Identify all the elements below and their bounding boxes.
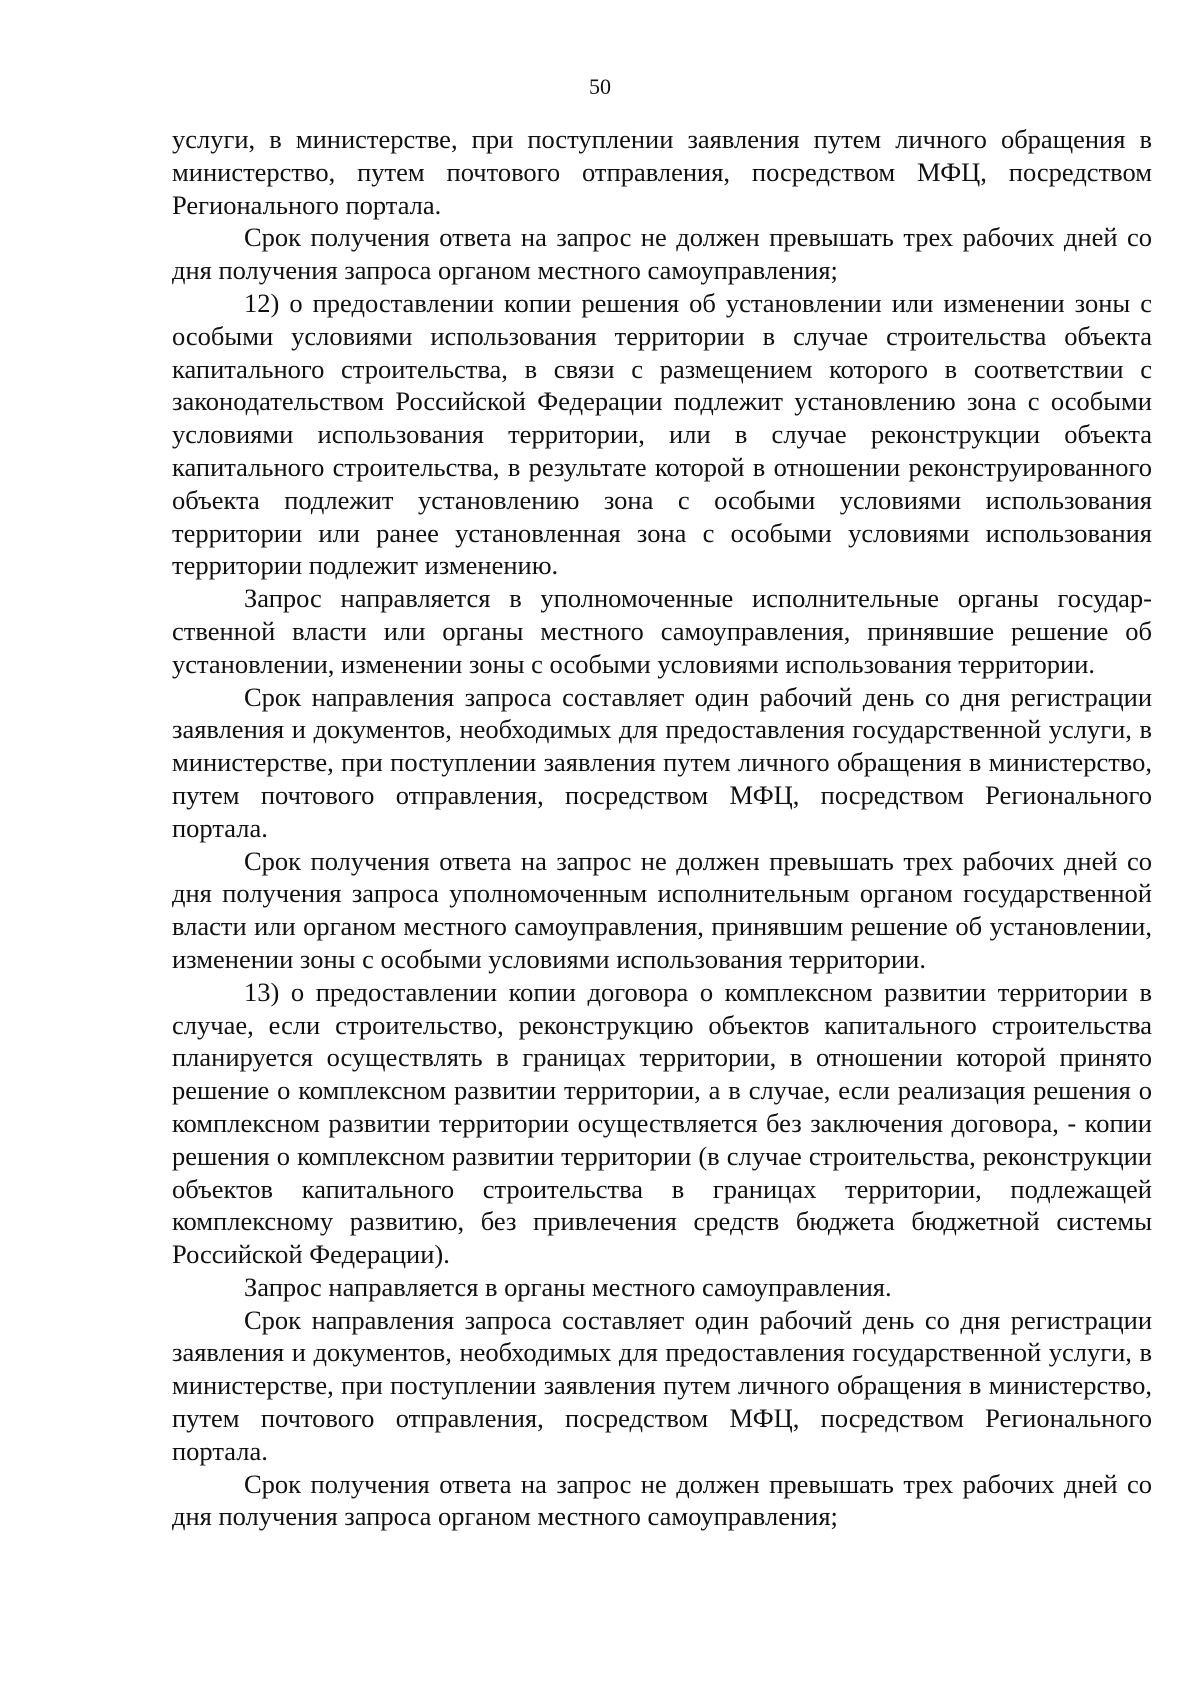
paragraph-continuation: услуги, в министерстве, при поступлении заявления путем личного обращения в министерство, путем почтового отправления, посредством МФЦ, посредством Регионального портала. xyxy=(172,124,1152,220)
paragraph: Срок направления запроса составляет один рабочий день со дня регистрации заявления и документов, необходимых для предоставления государственной услуги, в министерстве, при поступлении заявления путем личного обращения в министерство, путем почтового отправления, посредством МФЦ, посредством Регионального портала. xyxy=(172,681,1152,843)
paragraph-item-13: 13) о предоставлении копии договора о комплексном развитии территории в случае, если строительство, реконструкцию объектов капитального строительства планируется осуществлять в границах территории, в отношении которой принято решение о комплексном развитии территории, а в случае, если реализация решения о комплексном развитии территории осуществляется без заключения договора, - копии решения о комплексном развитии территории (в случае строительства, реконструкции объектов капитального строительства в границах территории, подлежащей комплексному развитию, без привлечения средств бюджета бюджетной системы Российской Федерации). xyxy=(172,976,1152,1270)
paragraph: Срок получения ответа на запрос не должен превышать трех рабочих дней со дня получения запроса органом местного самоуправления; xyxy=(172,222,1152,286)
paragraph: Срок направления запроса составляет один рабочий день со дня регистрации заявления и документов, необходимых для предоставления государственной услуги, в министерстве, при поступлении заявления путем личного обращения в министерство, путем почтового отправления, посредством МФЦ, посредством Регионального портала. xyxy=(172,1304,1152,1466)
paragraph: Срок получения ответа на запрос не должен превышать трех рабочих дней со дня получения запроса органом местного самоуправления; xyxy=(172,1468,1152,1532)
paragraph: Запрос направляется в органы местного самоуправления. xyxy=(244,1271,892,1302)
document-body xyxy=(172,123,1152,1533)
paragraph: Запрос направляется в уполномоченные исполнительные органы государственной власти или органы местного самоуправления, принявшие решение об установлении, изменении зоны с особыми условиями использования территории. xyxy=(172,583,1152,679)
paragraph: Срок получения ответа на запрос не должен превышать трех рабочих дней со дня получения запроса уполномоченным исполнительным органом государственной власти или органом местного самоуправления, принявшим решение об установлении, изменении зоны с особыми условиями использования территории. xyxy=(172,845,1152,974)
page-number: 50 xyxy=(589,74,611,99)
paragraph-item-12: 12) о предоставлении копии решения об установлении или изменении зоны с особыми условиями использования территории в случае строительства объекта капитального строительства, в связи с размещением которого в соответствии с законодательством Российской Федерации подлежит установлению зона с особыми условиями использования территории, или в случае реконструкции объекта капитального строительства, в результате которой в отношении реконструированного объекта подлежит установлению зона с особыми условиями использования территории или ранее установленная зона с особыми условиями использования территории подлежит изменению. xyxy=(172,287,1152,581)
